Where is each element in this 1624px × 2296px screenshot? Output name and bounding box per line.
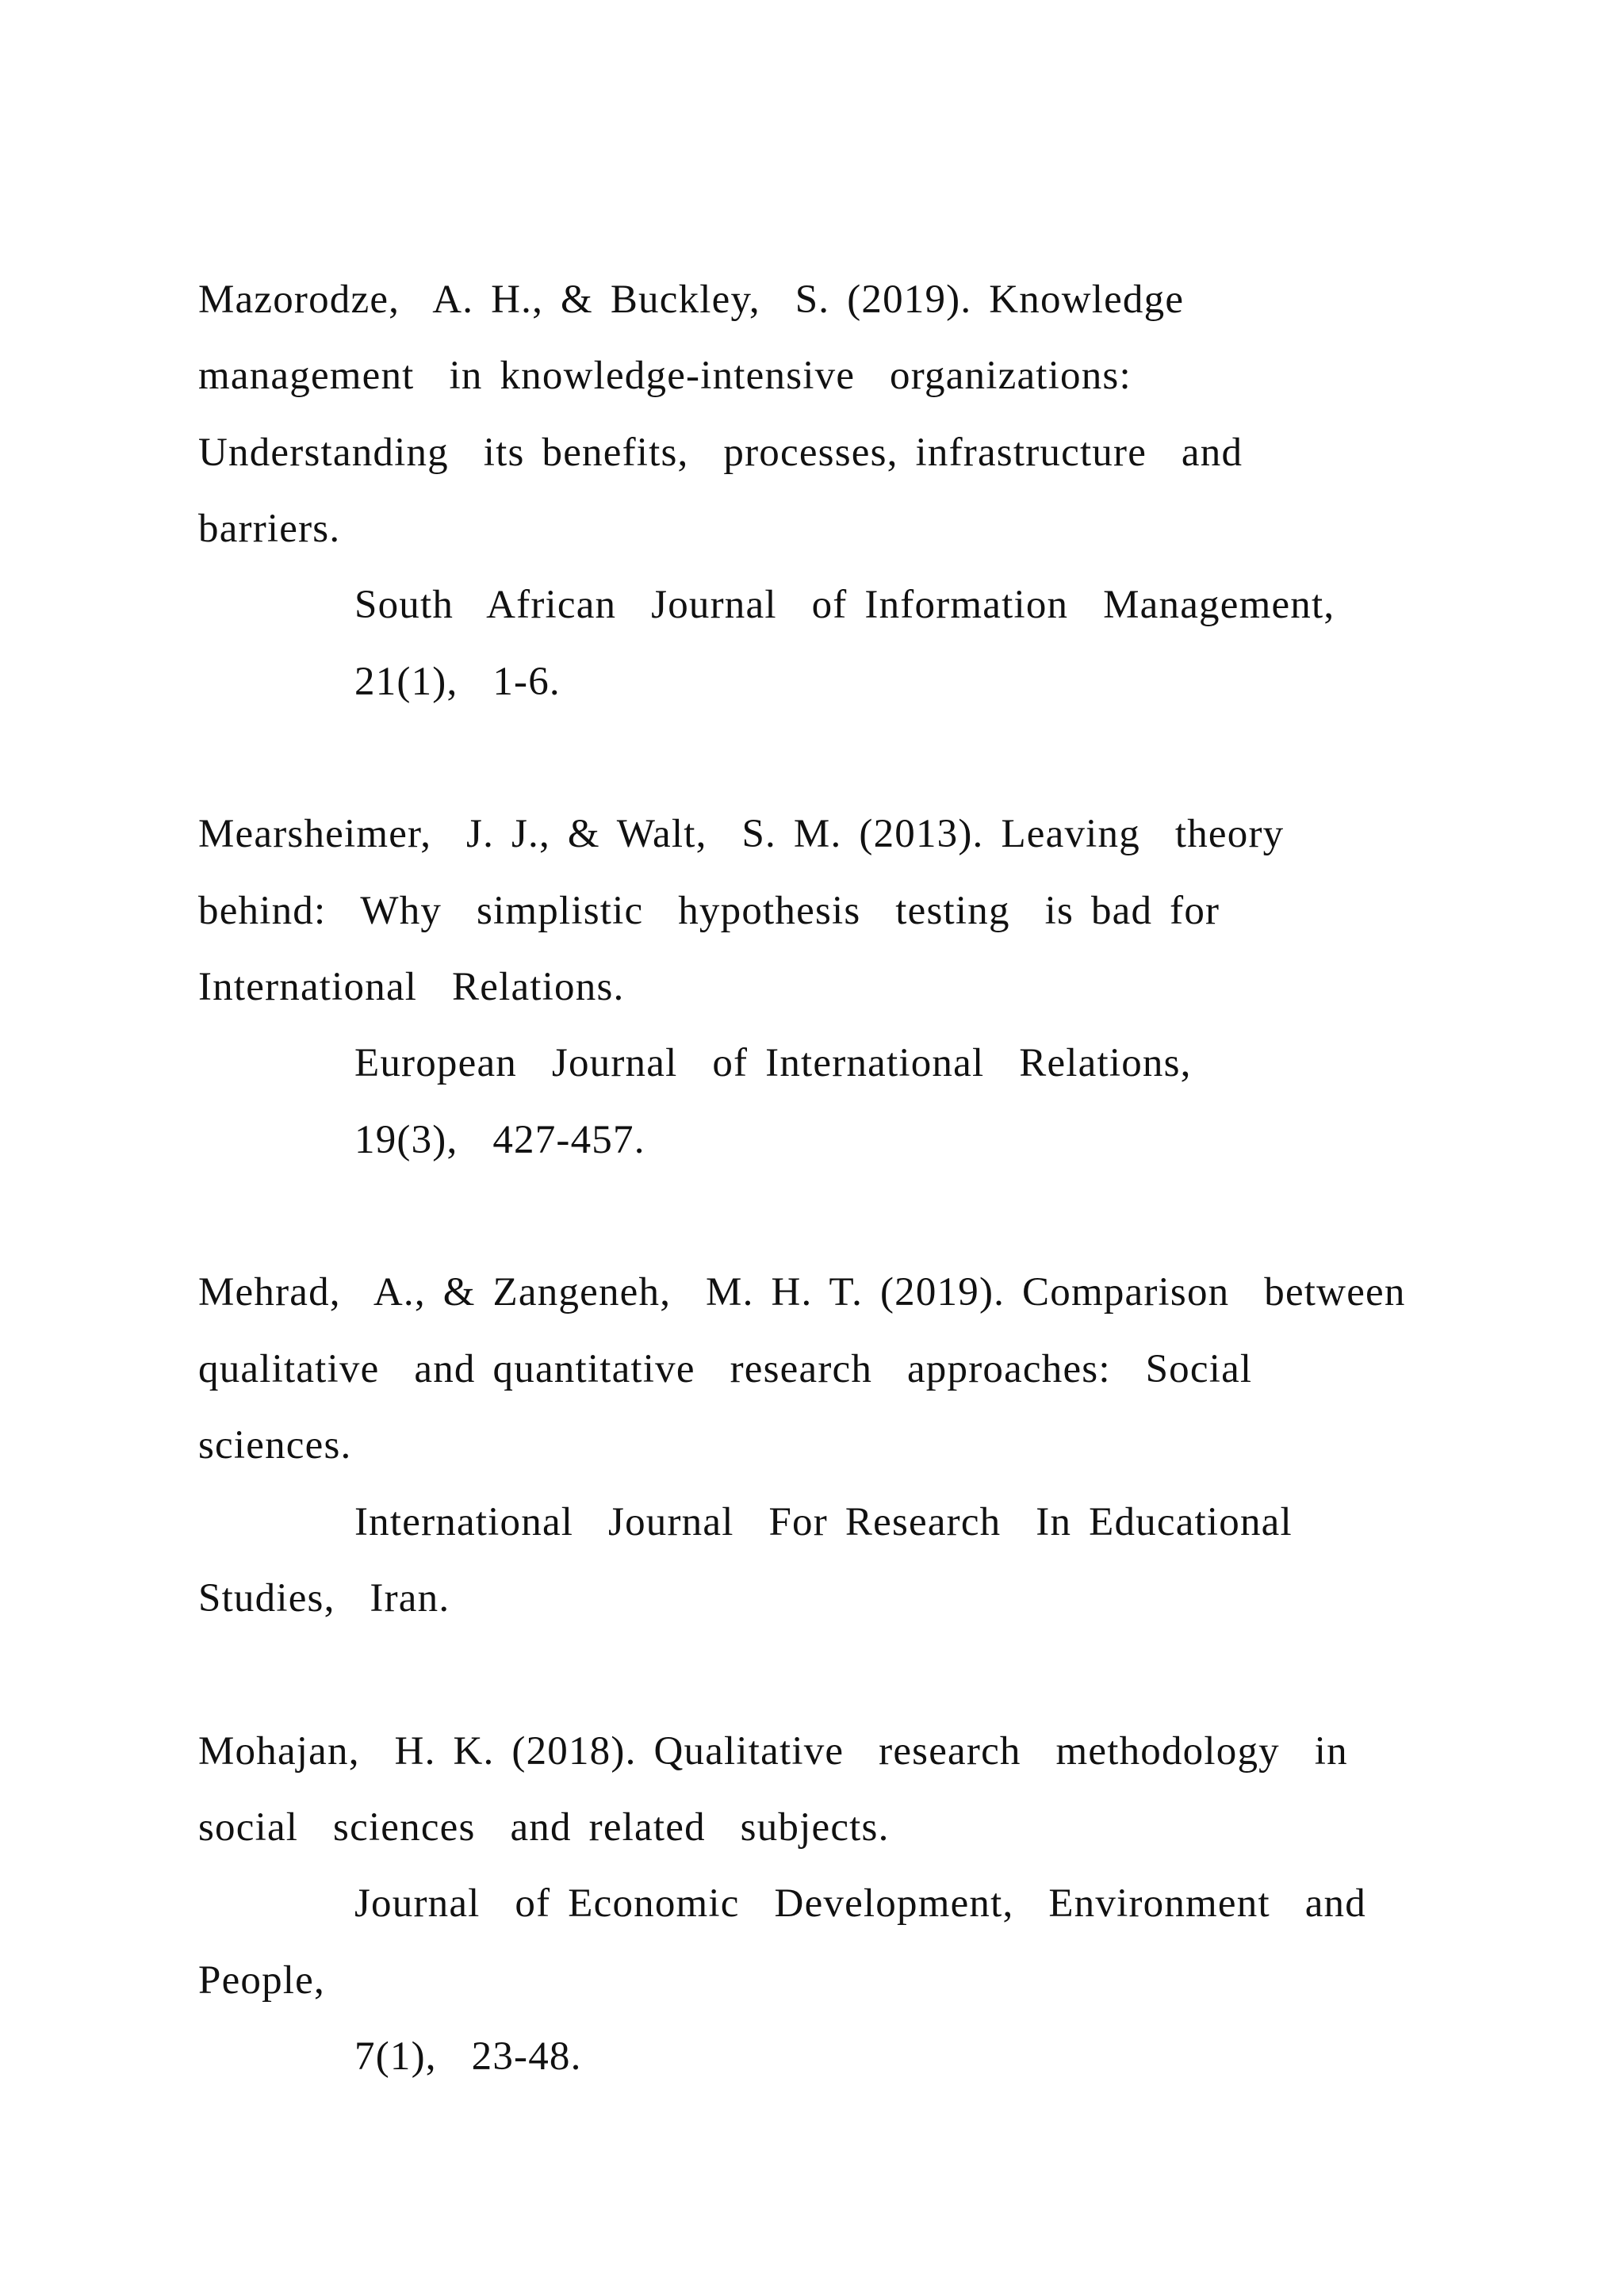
reference-3-line-3: sciences. bbox=[198, 1423, 352, 1468]
reference-1-volume: 21(1), 1-6. bbox=[354, 660, 561, 704]
reference-1-line-1: Mazorodze, A. H., & Buckley, S. (2019). Knowledge bbox=[198, 277, 1185, 322]
reference-3-journal: International Journal For Research In Educational bbox=[354, 1500, 1293, 1544]
reference-2-line-2: behind: Why simplistic hypothesis testing is bad for bbox=[198, 889, 1220, 933]
reference-2-line-3: International Relations. bbox=[198, 965, 625, 1009]
reference-3-line-1: Mehrad, A., & Zangeneh, M. H. T. (2019). Comparison between bbox=[198, 1270, 1406, 1314]
reference-1-line-4: barriers. bbox=[198, 507, 341, 551]
reference-1-line-3: Understanding its benefits, processes, infrastructure and bbox=[198, 430, 1243, 475]
reference-4-journal-continuation: People, bbox=[198, 1958, 325, 2003]
reference-4-line-1: Mohajan, H. K. (2018). Qualitative research methodology in bbox=[198, 1729, 1348, 1774]
reference-1-journal: South African Journal of Information Management, bbox=[354, 583, 1335, 627]
reference-3-line-2: qualitative and quantitative research approaches: Social bbox=[198, 1347, 1253, 1391]
reference-2-journal: European Journal of International Relations, bbox=[354, 1041, 1192, 1085]
reference-2-line-1: Mearsheimer, J. J., & Walt, S. M. (2013). Leaving theory bbox=[198, 812, 1285, 856]
reference-3-journal-continuation: Studies, Iran. bbox=[198, 1576, 450, 1621]
reference-4-volume: 7(1), 23-48. bbox=[354, 2034, 582, 2079]
reference-4-line-2: social sciences and related subjects. bbox=[198, 1805, 890, 1850]
reference-1-line-2: management in knowledge-intensive organizations: bbox=[198, 354, 1132, 398]
reference-2-volume: 19(3), 427-457. bbox=[354, 1118, 645, 1162]
reference-4-journal: Journal of Economic Development, Environment and bbox=[354, 1881, 1366, 1926]
